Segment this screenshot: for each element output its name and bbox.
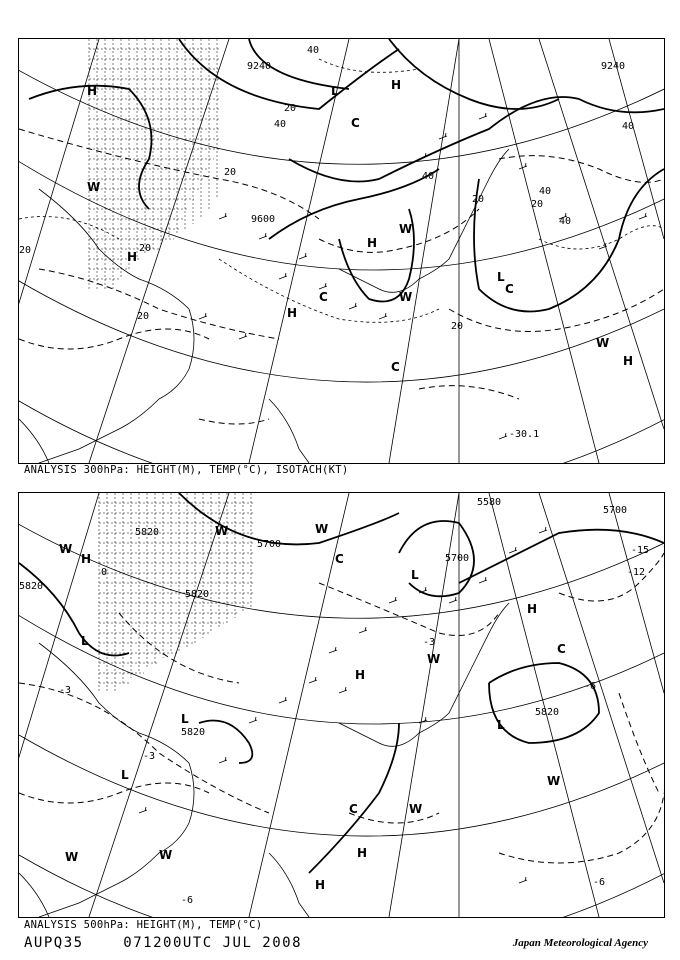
high-pressure-label: H <box>127 250 138 264</box>
caption-500hpa: ANALYSIS 500hPa: HEIGHT(M), TEMP(°C) <box>24 919 263 931</box>
temperature-label: -12 <box>627 567 646 578</box>
temperature-label: 0 <box>101 567 108 578</box>
low-pressure-label: L <box>497 270 505 284</box>
coastline <box>19 603 509 917</box>
height-label: 5820 <box>185 589 210 600</box>
isotach-label: 20 <box>19 245 32 256</box>
isotach-label: 20 <box>284 103 297 114</box>
height-label: 5820 <box>535 707 560 718</box>
high-pressure-label: H <box>367 236 378 250</box>
isotach-label: 20 <box>224 167 237 178</box>
height-label: 9600 <box>251 214 276 225</box>
warm-label: W <box>547 774 561 788</box>
warm-label: W <box>159 848 173 862</box>
low-pressure-label: L <box>121 768 129 782</box>
low-pressure-label: L <box>497 718 505 732</box>
isotach-label: 40 <box>274 119 287 130</box>
temperature-label: -6 <box>181 895 194 906</box>
isotach-lines <box>19 129 664 424</box>
hatched-area <box>99 493 254 693</box>
low-pressure-label: L <box>81 634 89 648</box>
cold-label: C <box>505 282 514 296</box>
temperature-label: -6 <box>584 681 597 692</box>
cold-label: C <box>319 290 328 304</box>
high-pressure-label: H <box>355 668 366 682</box>
height-label: 5700 <box>445 553 470 564</box>
high-pressure-label: H <box>357 846 368 860</box>
height-label: 9240 <box>247 61 272 72</box>
warm-label: W <box>59 542 73 556</box>
temperature-label: -3 <box>423 637 436 648</box>
height-label: 5820 <box>19 581 44 592</box>
low-pressure-label: L <box>181 712 189 726</box>
high-pressure-label: H <box>287 306 298 320</box>
cold-label: C <box>557 642 566 656</box>
height-label: 9240 <box>601 61 626 72</box>
temp-label: -30.1 <box>509 429 540 440</box>
temperature-contours <box>19 553 664 863</box>
warm-label: W <box>215 524 229 538</box>
temperature-label: -3 <box>59 685 72 696</box>
isotach-label: 20 <box>137 311 150 322</box>
cold-label: C <box>335 552 344 566</box>
map-500hpa-svg <box>19 493 664 917</box>
temperature-label: -15 <box>631 545 650 556</box>
high-pressure-label: H <box>527 602 538 616</box>
high-pressure-label: H <box>315 878 326 892</box>
high-pressure-label: H <box>81 552 92 566</box>
height-label: 5820 <box>135 527 160 538</box>
height-label: 5580 <box>477 497 502 508</box>
map-panel-500hpa <box>18 492 665 918</box>
caption-300hpa: ANALYSIS 300hPa: HEIGHT(M), TEMP(°C), ISOTACH(KT) <box>24 464 349 476</box>
low-pressure-label: L <box>411 568 419 582</box>
chart-identifier <box>24 935 302 951</box>
warm-label: W <box>409 802 423 816</box>
isotach-label: 40 <box>559 216 572 227</box>
isotach-label: 40 <box>307 45 320 56</box>
warm-label: W <box>65 850 79 864</box>
cold-label: C <box>391 360 400 374</box>
isotach-label: 40 <box>539 186 552 197</box>
isotach-label: 20 <box>472 194 485 205</box>
low-pressure-label: L <box>331 84 339 98</box>
height-label: 5700 <box>257 539 282 550</box>
map-panel-300hpa <box>18 38 665 464</box>
high-pressure-label: H <box>391 78 402 92</box>
warm-label: W <box>427 652 441 666</box>
hatched-area <box>89 39 219 289</box>
warm-label: W <box>596 336 610 350</box>
warm-label: W <box>399 290 413 304</box>
warm-label: W <box>399 222 413 236</box>
warm-label: W <box>315 522 329 536</box>
coastline <box>19 149 509 463</box>
warm-label: W <box>87 180 101 194</box>
cold-label: C <box>349 802 358 816</box>
height-label: 5700 <box>603 505 628 516</box>
map-300hpa-svg <box>19 39 664 463</box>
temperature-contours <box>19 59 664 322</box>
isotach-label: 20 <box>451 321 464 332</box>
isotach-label: 20 <box>139 243 152 254</box>
isotach-label: 20 <box>531 199 544 210</box>
isotach-label: 40 <box>622 121 635 132</box>
cold-label: C <box>351 116 360 130</box>
agency-name: Japan Meteorological Agency <box>512 937 648 949</box>
high-pressure-label: H <box>87 84 98 98</box>
temperature-label: -6 <box>593 877 606 888</box>
analysis-datetime: 071200UTC JUL 2008 <box>123 935 303 951</box>
chart-code: AUPQ35 <box>24 935 84 951</box>
height-label: 5820 <box>181 727 206 738</box>
temperature-label: -3 <box>143 751 156 762</box>
high-pressure-label: H <box>623 354 634 368</box>
isotach-label: 40 <box>422 171 435 182</box>
